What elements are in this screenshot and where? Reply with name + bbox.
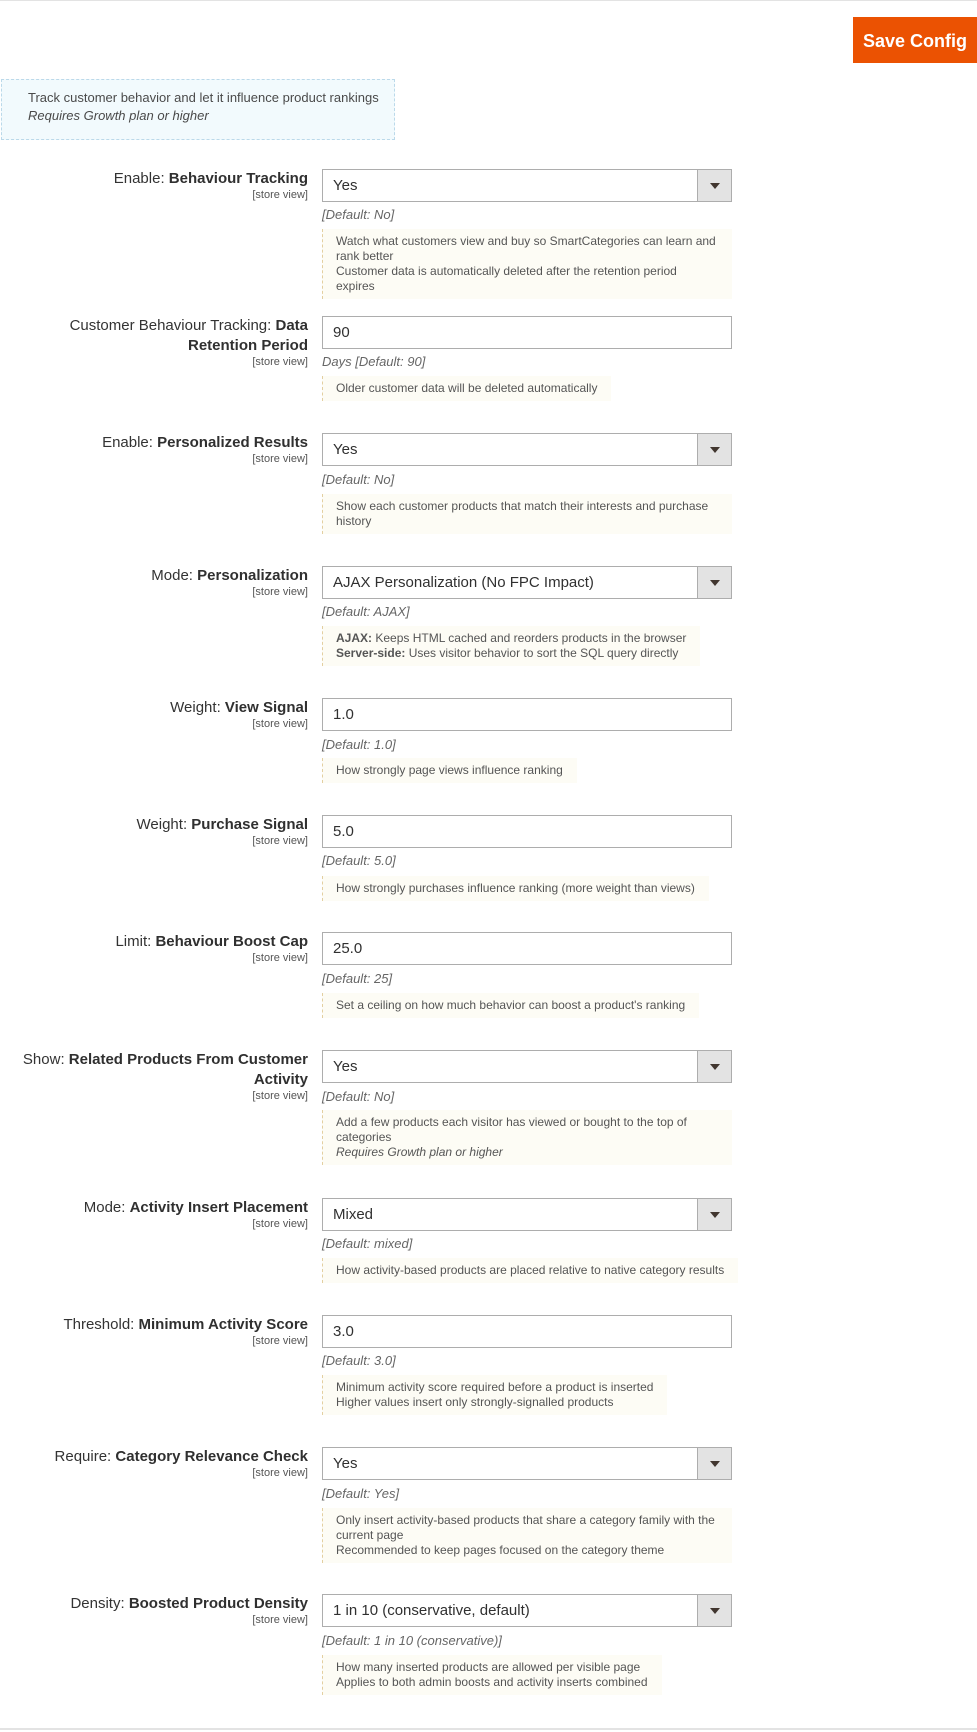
minimum-activity-score-input[interactable] (322, 1315, 732, 1348)
select-value: AJAX Personalization (No FPC Impact) (333, 574, 594, 591)
label-boosted-product-density (0, 1594, 308, 1627)
scope-label: [store view] (252, 356, 308, 368)
note-text: Keeps HTML cached and reorders products in the browser (372, 631, 687, 645)
dropdown-arrow-icon[interactable] (697, 434, 731, 465)
note-line: Set a ceiling on how much behavior can boost a product's ranking (336, 998, 686, 1012)
note-line: How activity-based products are placed relative to native category results (336, 1263, 725, 1277)
note-line: Watch what customers view and buy so SmartCategories can learn and rank better (336, 234, 716, 263)
label-category-relevance-check (0, 1447, 308, 1480)
label-prefix: Weight: (136, 816, 192, 833)
default-hint: [Default: 5.0] (322, 853, 396, 868)
label-activity-insert-placement (0, 1198, 308, 1231)
note-line: Older customer data will be deleted automatically (336, 381, 598, 395)
label-prefix: Weight: (170, 699, 225, 716)
label-prefix: Threshold: (63, 1316, 139, 1333)
label-prefix: Mode: (151, 567, 198, 584)
save-config-button[interactable]: Save Config (853, 17, 977, 63)
default-hint: [Default: 25] (322, 971, 393, 986)
scope-label: [store view] (252, 1467, 308, 1479)
input-value[interactable]: 90 (322, 316, 732, 349)
default-hint: [Default: 1 in 10 (conservative)] (322, 1633, 502, 1648)
default-hint: [Default: No] (322, 472, 395, 487)
behaviour-boost-cap-input[interactable] (322, 932, 732, 965)
label-minimum-activity-score (0, 1315, 308, 1348)
dropdown-arrow-icon[interactable] (697, 1051, 731, 1082)
dropdown-arrow-icon[interactable] (697, 170, 731, 201)
label-related-products (0, 1050, 308, 1103)
scope-label: [store view] (252, 1335, 308, 1347)
label-name: Minimum Activity Score (138, 1316, 308, 1333)
label-name: View Signal (224, 699, 308, 716)
default-hint: [Default: No] (322, 1089, 395, 1104)
select-value: Yes (333, 177, 358, 194)
note-line: Minimum activity score required before a product is inserted (336, 1380, 654, 1394)
dropdown-arrow-icon[interactable] (697, 567, 731, 598)
intro-requirement: Requires Growth plan or higher (28, 108, 209, 123)
purchase-signal-input[interactable] (322, 815, 732, 848)
label-prefix: Enable: (102, 434, 158, 451)
field-note (322, 229, 732, 299)
field-note (322, 758, 577, 783)
scope-label: [store view] (252, 1218, 308, 1230)
default-hint: [Default: 3.0] (322, 1353, 396, 1368)
label-name: Data Retention Period (187, 317, 308, 354)
note-line: Add a few products each visitor has viewed or bought to the top of categories (336, 1115, 687, 1144)
input-value[interactable]: 25.0 (322, 932, 732, 965)
label-name: Behaviour Tracking (168, 170, 308, 187)
input-value[interactable]: 5.0 (322, 815, 732, 848)
category-relevance-check-select[interactable] (322, 1447, 732, 1480)
section-intro (1, 79, 395, 140)
note-line: How strongly purchases influence ranking (more weight than views) (336, 881, 695, 895)
input-value[interactable]: 3.0 (322, 1315, 732, 1348)
default-hint: [Default: mixed] (322, 1236, 413, 1251)
note-text: Uses visitor behavior to sort the SQL query directly (405, 646, 679, 660)
behaviour-tracking-select[interactable] (322, 169, 732, 202)
scope-label: [store view] (252, 189, 308, 201)
default-hint: [Default: AJAX] (322, 604, 410, 619)
field-note (322, 494, 732, 534)
scope-label: [store view] (252, 1090, 308, 1102)
label-prefix: Enable: (113, 170, 169, 187)
field-note (322, 1655, 662, 1695)
field-note (322, 376, 611, 401)
activity-insert-placement-select[interactable] (322, 1198, 732, 1231)
select-value: 1 in 10 (conservative, default) (333, 1602, 530, 1619)
label-name: Boosted Product Density (128, 1595, 308, 1612)
default-hint: [Default: No] (322, 207, 395, 222)
default-hint: Days [Default: 90] (322, 354, 426, 369)
scope-label: [store view] (252, 453, 308, 465)
note-bold: AJAX: (336, 631, 373, 645)
note-line: Higher values insert only strongly-signalled products (336, 1395, 614, 1409)
select-value: Yes (333, 1058, 358, 1075)
scope-label: [store view] (252, 586, 308, 598)
field-note (322, 626, 700, 666)
view-signal-input[interactable] (322, 698, 732, 731)
label-prefix: Show: (22, 1051, 69, 1068)
field-note (322, 1258, 738, 1283)
label-name: Related Products From Customer Activity (68, 1051, 308, 1088)
select-value: Yes (333, 441, 358, 458)
field-note (322, 1110, 732, 1165)
bottom-divider (0, 1728, 977, 1730)
scope-label: [store view] (252, 1614, 308, 1626)
field-note (322, 1508, 732, 1563)
note-line: How many inserted products are allowed per visible page (336, 1660, 641, 1674)
label-prefix: Limit: (115, 933, 156, 950)
note-line (336, 631, 686, 646)
boosted-product-density-select[interactable] (322, 1594, 732, 1627)
label-purchase-signal (0, 815, 308, 848)
note-line: Only insert activity-based products that share a category family with the current page (336, 1513, 715, 1542)
note-bold: Server-side: (336, 646, 406, 660)
input-value[interactable]: 1.0 (322, 698, 732, 731)
intro-text: Track customer behavior and let it influence product rankings (28, 90, 379, 105)
label-prefix: Customer Behaviour Tracking: (69, 317, 276, 334)
default-hint: [Default: Yes] (322, 1486, 400, 1501)
label-prefix: Density: (70, 1595, 129, 1612)
scope-label: [store view] (252, 835, 308, 847)
personalization-mode-select[interactable] (322, 566, 732, 599)
field-note (322, 876, 709, 901)
label-name: Purchase Signal (191, 816, 308, 833)
dropdown-arrow-icon[interactable] (697, 1595, 731, 1626)
label-personalized-results (0, 433, 308, 466)
top-divider (0, 0, 977, 1)
data-retention-input[interactable] (322, 316, 732, 349)
note-line: Show each customer products that match their interests and purchase history (336, 499, 709, 528)
label-name: Personalization (197, 567, 308, 584)
personalized-results-select[interactable] (322, 433, 732, 466)
note-line: How strongly page views influence ranking (336, 763, 563, 777)
label-name: Personalized Results (157, 434, 308, 451)
note-requirement: Requires Growth plan or higher (336, 1145, 503, 1159)
label-view-signal (0, 698, 308, 731)
select-value: Mixed (333, 1206, 374, 1223)
scope-label: [store view] (252, 718, 308, 730)
note-line (336, 646, 686, 661)
label-behaviour-tracking (0, 169, 308, 202)
label-name: Behaviour Boost Cap (155, 933, 308, 950)
label-personalization-mode (0, 566, 308, 599)
default-hint: [Default: 1.0] (322, 737, 396, 752)
label-prefix: Mode: (83, 1199, 130, 1216)
note-line: Customer data is automatically deleted after the retention period expires (336, 264, 677, 293)
dropdown-arrow-icon[interactable] (697, 1448, 731, 1479)
label-prefix: Require: (54, 1448, 116, 1465)
field-note (322, 1375, 667, 1415)
field-note (322, 993, 699, 1018)
related-products-select[interactable] (322, 1050, 732, 1083)
dropdown-arrow-icon[interactable] (697, 1199, 731, 1230)
note-line: Applies to both admin boosts and activity inserts combined (336, 1675, 648, 1689)
label-name: Activity Insert Placement (129, 1199, 308, 1216)
label-data-retention-period (0, 316, 308, 369)
label-name: Category Relevance Check (115, 1448, 308, 1465)
select-value: Yes (333, 1455, 358, 1472)
note-line: Recommended to keep pages focused on the category theme (336, 1543, 665, 1557)
scope-label: [store view] (252, 952, 308, 964)
label-behaviour-boost-cap (0, 932, 308, 965)
